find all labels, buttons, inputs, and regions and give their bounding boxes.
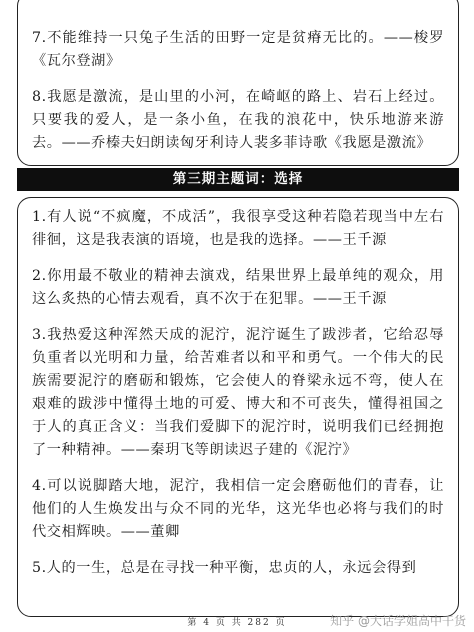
section-title-banner: 第三期主题词：选择 [17,168,459,191]
quote-2: 2.你用最不敬业的精神去演戏，结果世界上最单纯的观众，用这么炙热的心情去观看，真不次于在犯罪。——王千源 [32,268,444,307]
zhihu-watermark: 知乎 @大话学姐高中干货 [330,614,466,628]
quote-7: 7.不能维持一只兔子生活的田野一定是贫瘠无比的。——梭罗《瓦尔登湖》 [32,30,444,69]
quote-8: 8.我愿是激流，是山里的小河，在崎岖的路上、岩石上经过。只要我的爱人，是一条小鱼，在我的浪花中，快乐地游来游去。——乔榛夫妇朗读匈牙利诗人裴多菲诗歌《我愿是激流》 [32,89,444,151]
quote-3: 3.我热爱这种浑然天成的泥泞，泥泞诞生了跋涉者，它给忍辱负重者以光明和力量，给苦难者以和平和勇气。一个伟大的民族需要泥泞的磨砺和锻炼，它会使人的脊梁永远不弯，使人在艰难的跋涉中懂得土地的可爱、博大和不可丧失，懂得祖国之于人的真正含义：当我们爱脚下的泥泞时，说明我们已经拥抱了一种精神。——秦玥飞等朗读迟子建的《泥泞》 [32,327,444,458]
quote-box-main [17,197,459,617]
quote-4: 4.可以说脚踏大地，泥泞，我相信一定会磨砺他们的青春，让他们的人生焕发出与众不同的光华，这光华也必将与我们的时代交相辉映。——董卿 [32,478,444,540]
quote-box-top [17,0,459,166]
page-number: 第 4 页 共 282 页 [187,618,287,628]
quote-1: 1.有人说“不疯魔，不成活”，我很享受这种若隐若现当中左右徘徊，这是我表演的语境，也是我的选择。——王千源 [32,209,444,248]
page-footer [0,614,474,632]
quote-5: 5.人的一生，总是在寻找一种平衡，忠贞的人，永远会得到 [32,560,417,576]
